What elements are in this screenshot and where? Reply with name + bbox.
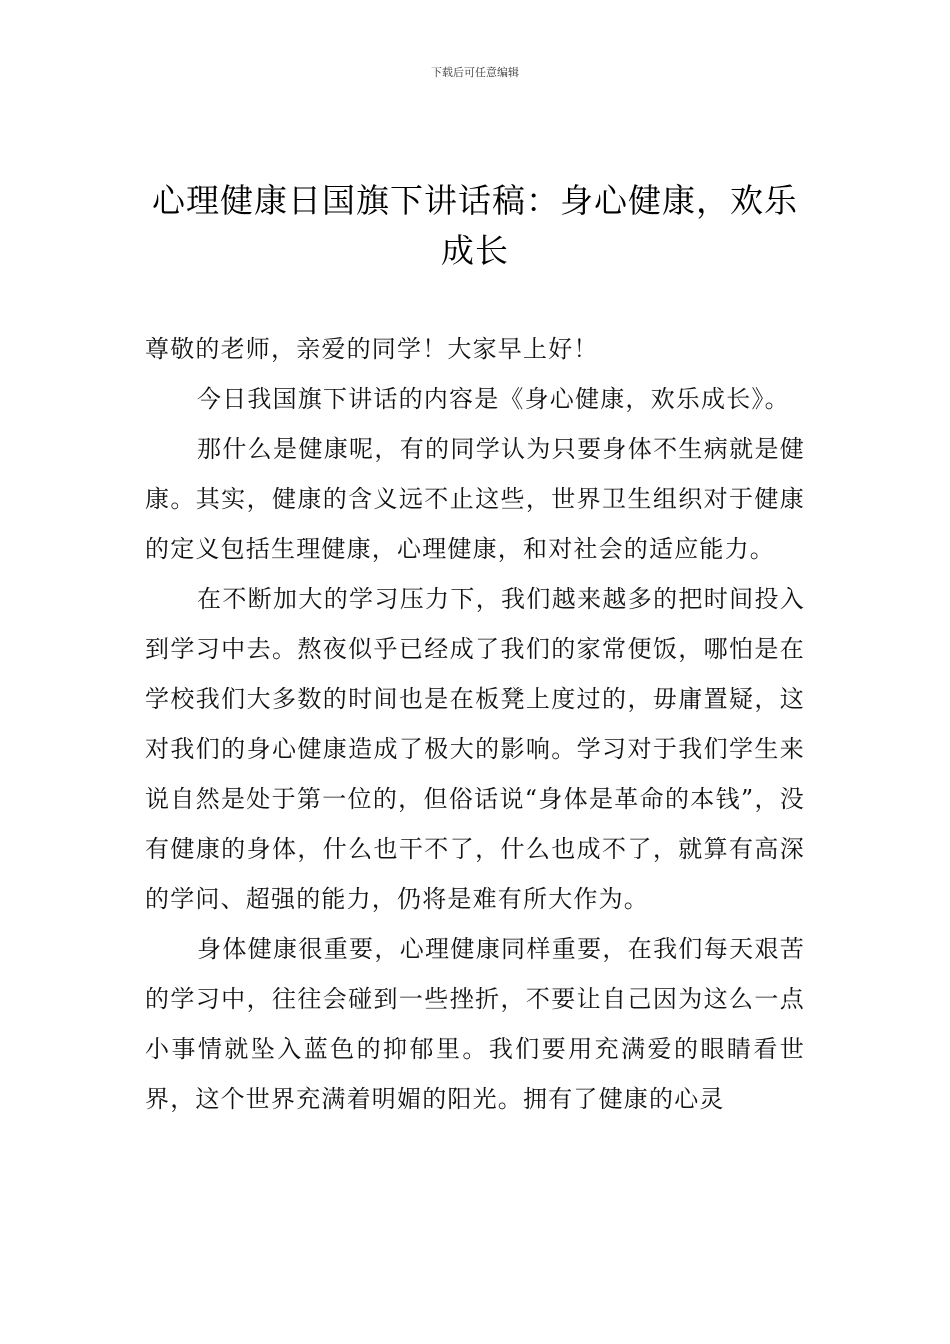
paragraph-topic: 今日我国旗下讲话的内容是《身心健康，欢乐成长》。: [197, 385, 790, 413]
paragraph-health-definition: 那什么是健康呢，有的同学认为只要身体不生病就是健康。其实，健康的含义远不止这些，世界卫生组织对于健康的定义包括生理健康，心理健康，和对社会的适应能力。: [145, 435, 805, 563]
paragraph-study-pressure: 在不断加大的学习压力下，我们越来越多的把时间投入到学习中去。熬夜似乎已经成了我们的家常便饭，哪怕是在学校我们大多数的时间也是在板凳上度过的，毋庸置疑，这对我们的身心健康造成了极大的影响。学习对于我们学生来说自然是处于第一位的，但俗话说“身体是革命的本钱”，没有健康的身体，什么也干不了，什么也成不了，就算有高深的学问、超强的能力，仍将是难有所大作为。: [145, 585, 805, 913]
document-title: 心理健康日国旗下讲话稿：身心健康，欢乐成长: [152, 181, 798, 270]
paragraph-greeting: 尊敬的老师，亲爱的同学！大家早上好！: [145, 335, 599, 363]
document-body: [145, 324, 805, 1124]
header-note: 下载后可任意编辑: [431, 66, 519, 79]
paragraph-mental-health: 身体健康很重要，心理健康同样重要，在我们每天艰苦的学习中，往往会碰到一些挫折，不要让自己因为这么一点小事情就坠入蓝色的抑郁里。我们要用充满爱的眼睛看世界，这个世界充满着明媚的阳光。拥有了健康的心灵: [145, 935, 805, 1113]
